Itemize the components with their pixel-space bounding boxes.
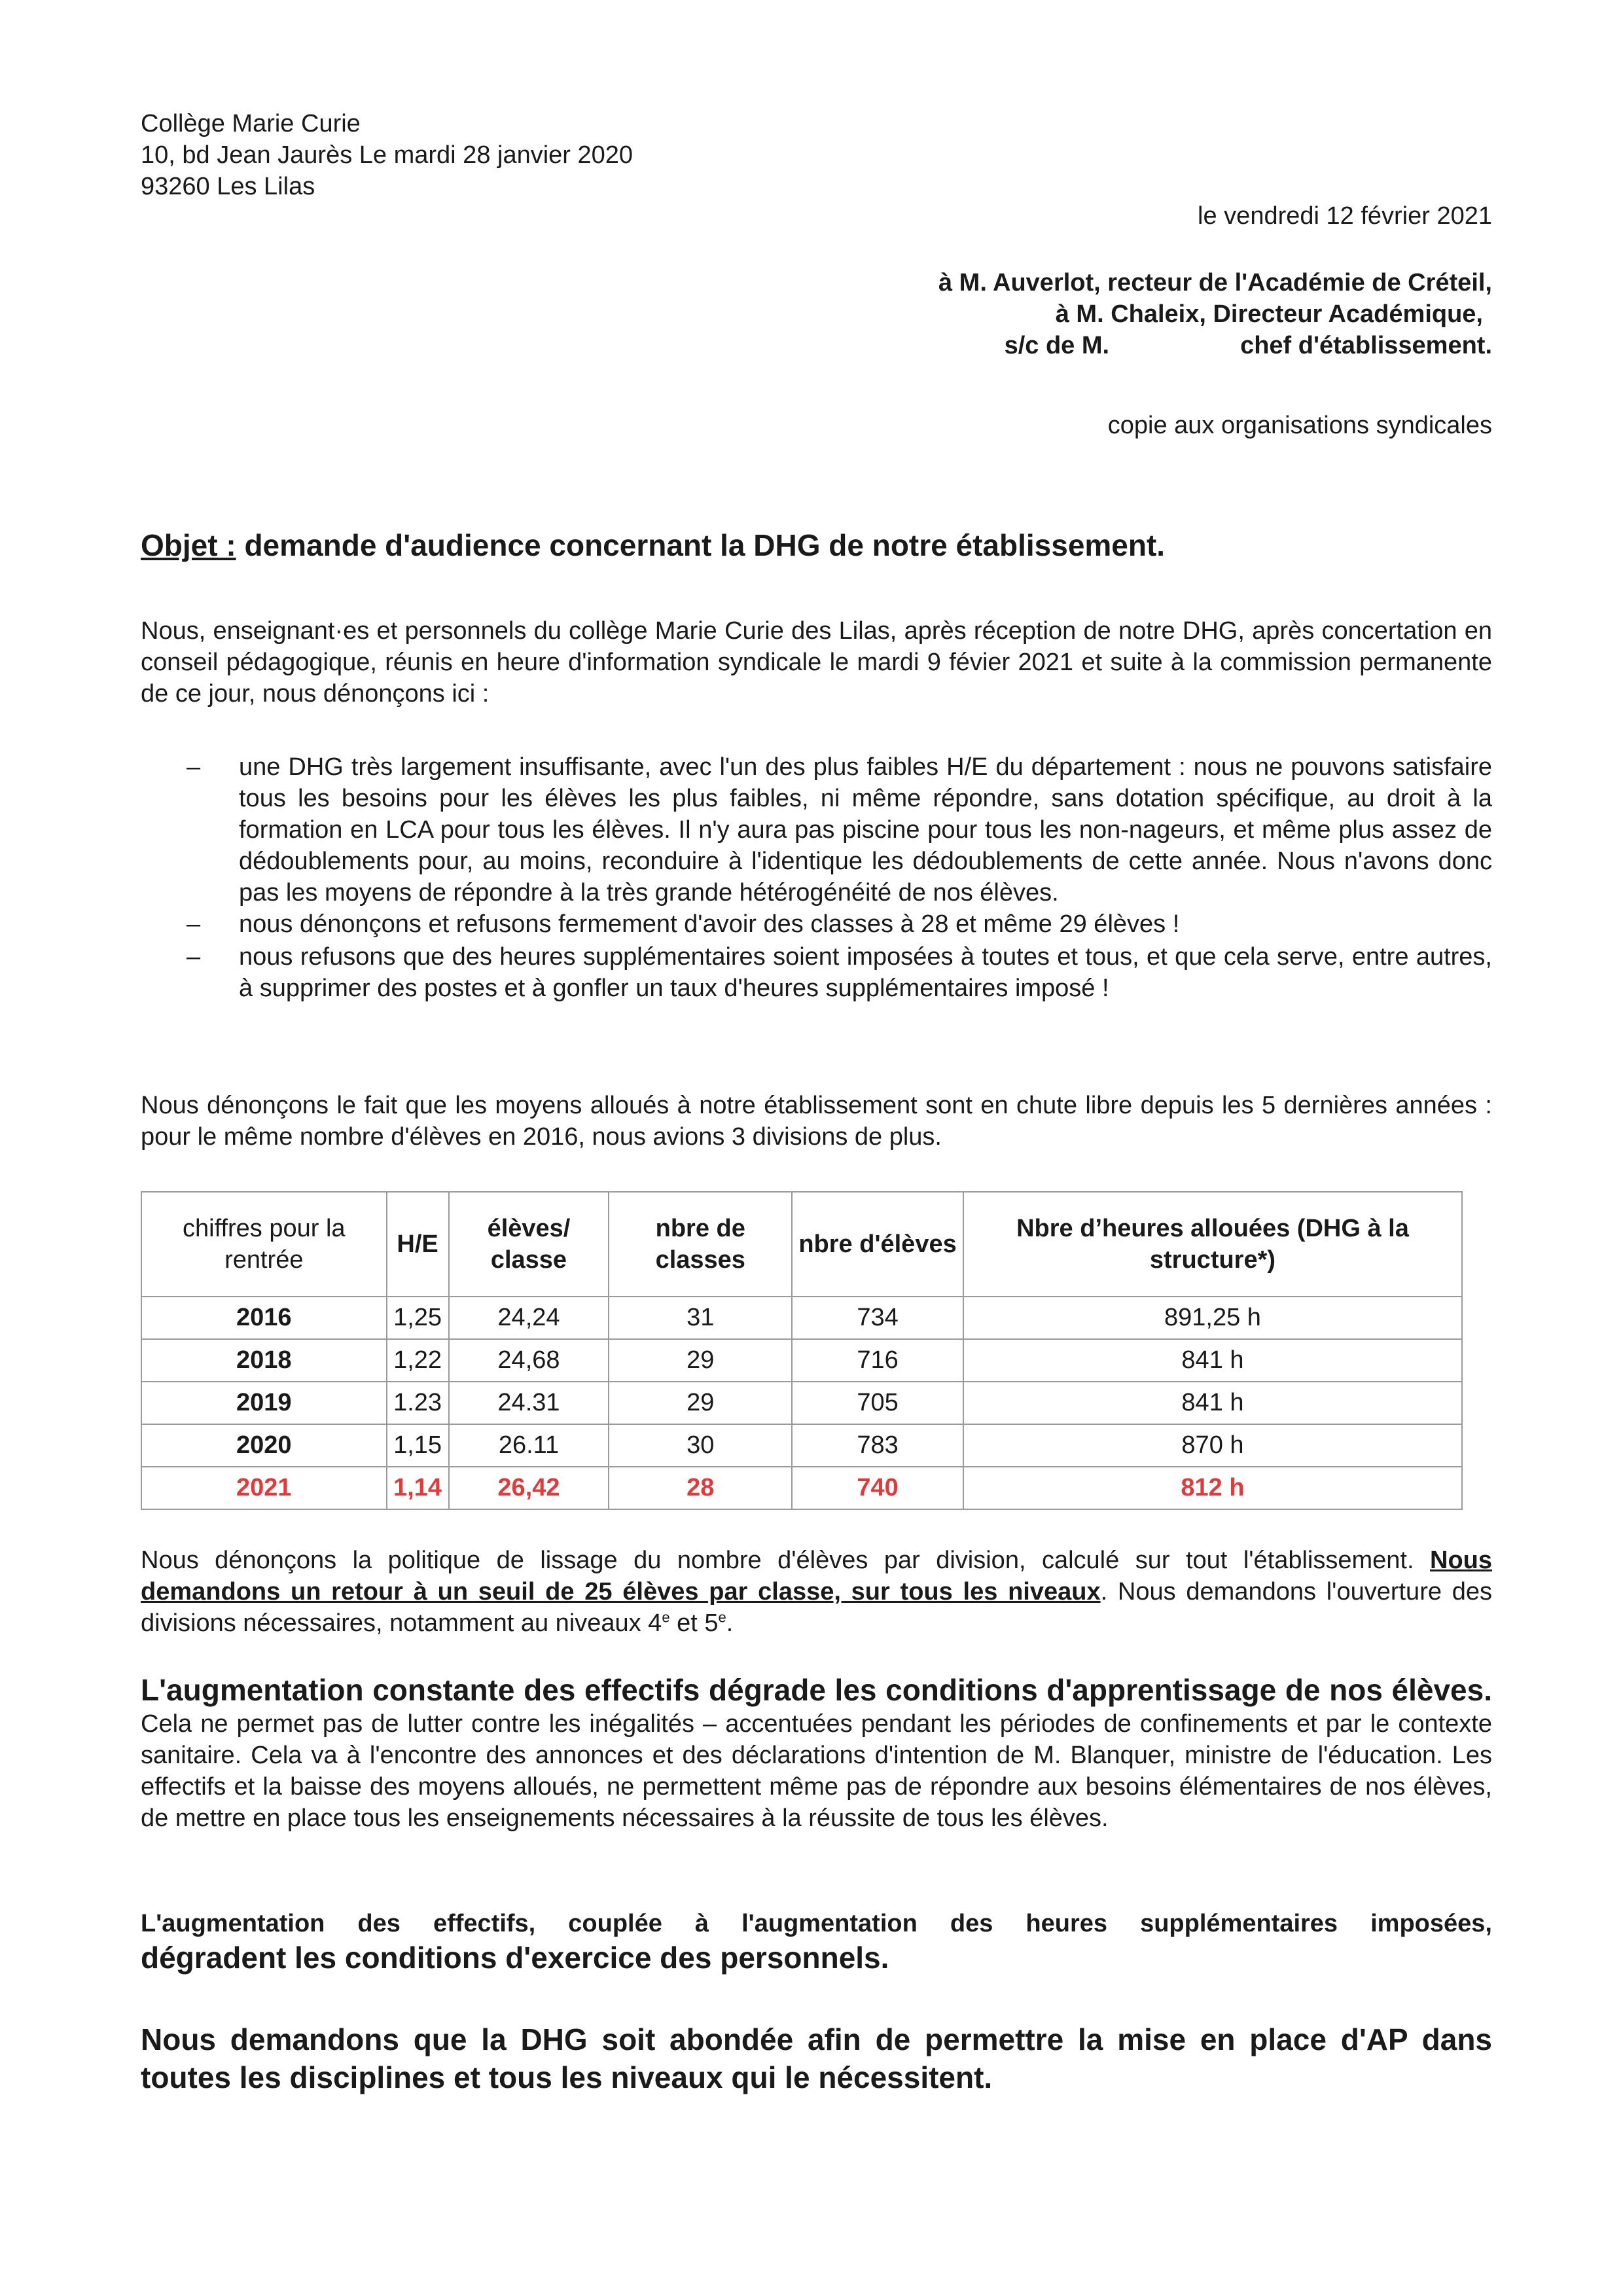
header-cell: H/E [387,1192,449,1297]
subject-text: demande d'audience concernant la DHG de notre établissement. [236,528,1166,562]
complaint-list [141,751,1492,1004]
table-cell: 870 h [963,1424,1462,1467]
recipient-line-2: à M. Chaleix, Directeur Académique, [1055,300,1483,328]
table-cell: 1,22 [387,1339,449,1382]
letter-date: le vendredi 12 février 2021 [1198,202,1492,230]
table-cell: 1.23 [387,1382,449,1424]
header-cell: Nbre d’heures allouées (DHG à la structure*) [963,1192,1462,1297]
table-cell: 26,42 [449,1467,609,1509]
table-cell: 891,25 h [963,1297,1462,1339]
list-item: – une DHG très largement insuffisante, avec l'un des plus faibles H/E du département : nous ne pouvons satisfaire tous les besoins pour les élèves les plus faibles, ni même répondre, sans dotation spécifique, au droit à la formation en LCA pour tous les élèves. Il n'y aura pas piscine pour tous les non-nageurs, et même plus assez de dédoublements pour, au moins, reconduire à l'identique les dédoublements de cette année. Nous n'avons donc pas les moyens de répondre à la très grande hétérogénéité de nos élèves. [141,751,1492,908]
table-cell: 30 [609,1424,792,1467]
table-cell: 29 [609,1339,792,1382]
table-cell: 24,24 [449,1297,609,1339]
recipients [141,267,1492,361]
copy-line: copie aux organisations syndicales [1107,412,1492,439]
augmentation-paragraph: L'augmentation constante des effectifs dégrade les conditions d'apprentissage de nos élèves. Cela ne permet pas de lutter contre les inégalités – accentuées pendant les périodes de confinements et par le contexte sanitaire. Cela va à l'encontre des annonces et des déclarations d'intention de M. Blanquer, ministre de l'éducation. Les effectifs et la baisse des moyens alloués, ne permettent même pas de répondre aux besoins élémentaires de nos élèves, de mettre en place tous les enseignements nécessaires à la réussite de tous les élèves. [141,1673,1492,1832]
table-cell: 2021 [141,1467,387,1509]
table-cell: 2018 [141,1339,387,1382]
table-cell: 734 [792,1297,963,1339]
table-cell: 716 [792,1339,963,1382]
subject-line [141,527,1492,564]
table-cell: 841 h [963,1339,1462,1382]
table-cell: 29 [609,1382,792,1424]
recipient-line-3: s/c de M. chef d'établissement. [1004,332,1492,359]
table-row [141,1382,1462,1424]
list-item: – nous dénonçons et refusons fermement d'avoir des classes à 28 et même 29 élèves ! [141,908,1492,940]
table-cell: 841 h [963,1382,1462,1424]
header-cell: nbre de classes [609,1192,792,1297]
table-cell: 812 h [963,1467,1462,1509]
list-item: – nous refusons que des heures supplémentaires soient imposées à toutes et tous, et que cela serve, entre autres, à supprimer des postes et à gonfler un taux d'heures supplémentaires imposé ! [141,941,1492,1004]
table-cell: 2020 [141,1424,387,1467]
bullet-dash: – [187,943,201,971]
recipient-line-1: à M. Auverlot, recteur de l'Académie de Créteil, [938,269,1492,296]
moyens-paragraph: Nous dénonçons le fait que les moyens alloués à notre établissement sont en chute libre depuis les 5 dernières années : pour le même nombre d'élèves en 2016, nous avions 3 divisions de plus. [141,1092,1492,1151]
bullet-dash: – [187,910,201,938]
table-cell: 783 [792,1424,963,1467]
sender-city: 93260 Les Lilas [141,173,315,200]
header-cell: nbre d'élèves [792,1192,963,1297]
table-row [141,1339,1462,1382]
bullet-dash: – [187,753,201,781]
demand-seuil-25: Nous demandons un retour à un seuil de 25 élèves par classe, sur tous les niveaux [141,1547,1492,1605]
table-cell: 2016 [141,1297,387,1339]
sender-name: Collège Marie Curie [141,110,361,137]
dhg-table [141,1191,1463,1510]
header-cell: élèves/ classe [449,1192,609,1297]
table-cell: 26.11 [449,1424,609,1467]
intro-paragraph: Nous, enseignant·es et personnels du collège Marie Curie des Lilas, après réception de notre DHG, après concertation en conseil pédagogique, réunis en heure d'information syndicale le mardi 9 févier 2021 et suite à la commission permanente de ce jour, nous dénonçons ici : [141,617,1492,708]
table-cell: 24.31 [449,1382,609,1424]
table-cell: 24,68 [449,1339,609,1382]
heures-paragraph: L'augmentation des effectifs, couplée à l'augmentation des heures supplémentaires imposées, dégradent les conditions d'exercice des personnels. [141,1910,1492,1975]
table-cell: 31 [609,1297,792,1339]
final-demand: Nous demandons que la DHG soit abondée afin de permettre la mise en place d'AP dans toutes les disciplines et tous les niveaux qui le nécessitent. [141,2022,1492,2094]
table-cell: 740 [792,1467,963,1509]
table-row-highlight [141,1467,1462,1509]
table-row [141,1297,1462,1339]
header-cell: chiffres pour la rentrée [141,1192,387,1297]
table-cell: 28 [609,1467,792,1509]
lissage-paragraph: Nous dénonçons la politique de lissage du nombre d'élèves par division, calculé sur tout l'établissement. Nous demandons un retour à un seuil de 25 élèves par classe, sur tous les niveaux. Nous demandons l'ouverture des divisions nécessaires, notamment au niveaux 4e et 5e. [141,1547,1492,1637]
subject-label: Objet : [141,528,236,562]
table-cell: 2019 [141,1382,387,1424]
table-cell: 705 [792,1382,963,1424]
table-row [141,1424,1462,1467]
table-header-row [141,1192,1462,1297]
augmentation-heading: L'augmentation constante des effectifs dégrade les conditions d'apprentissage de nos élèves. [141,1673,1492,1707]
table-cell: 1,25 [387,1297,449,1339]
table-cell: 1,15 [387,1424,449,1467]
sender-address [141,108,633,202]
table-cell: 1,14 [387,1467,449,1509]
sender-street: 10, bd Jean Jaurès Le mardi 28 janvier 2020 [141,141,633,169]
